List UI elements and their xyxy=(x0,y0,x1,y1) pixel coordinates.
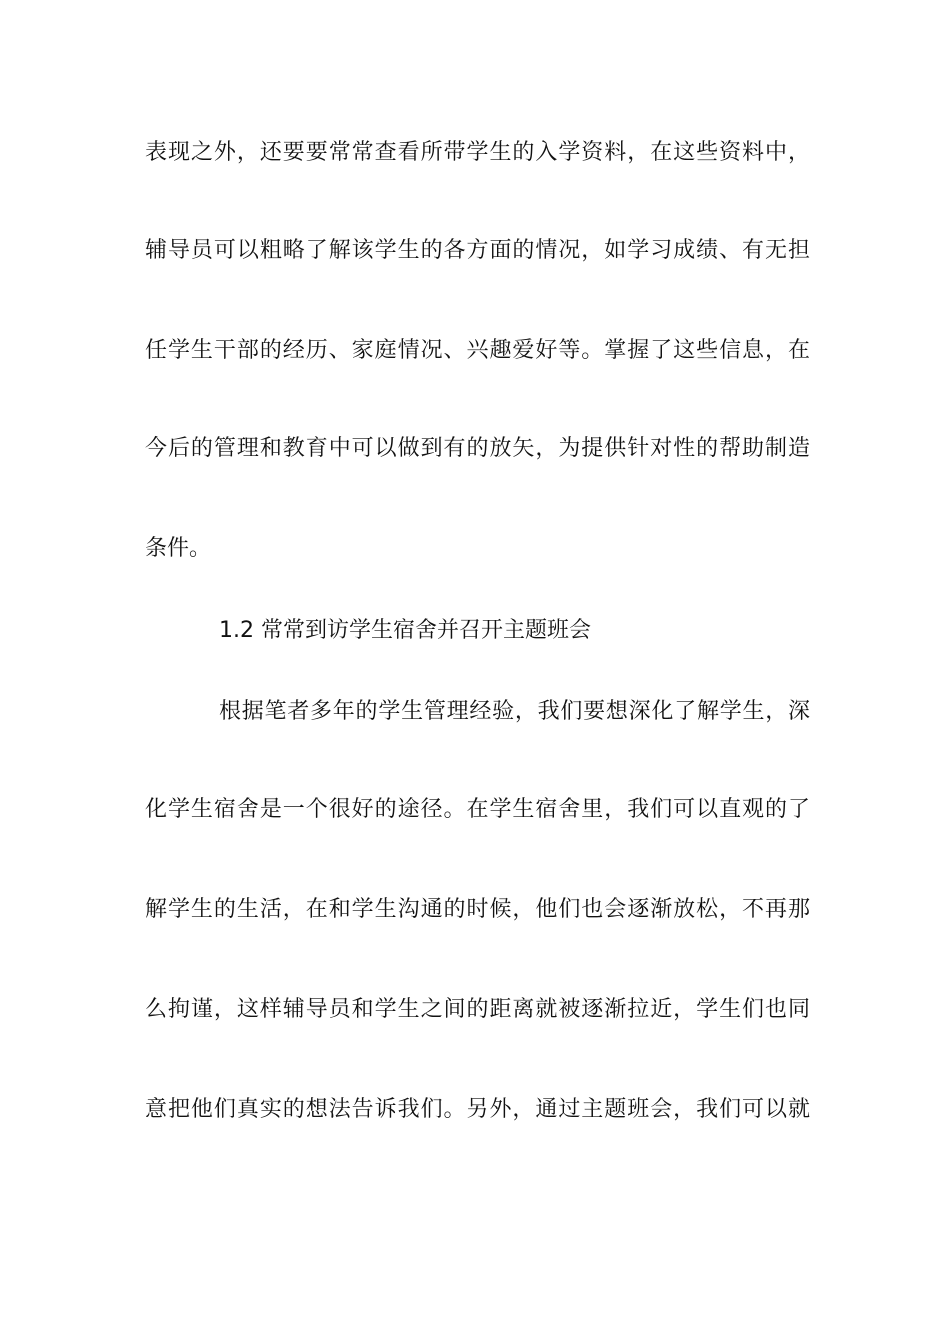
paragraph-line: 表现之外，还要要常常查看所带学生的入学资料，在这些资料中， xyxy=(145,140,810,165)
section-heading: 1.2 常常到访学生宿舍并召开主题班会 xyxy=(219,618,591,643)
paragraph-line: 意把他们真实的想法告诉我们。另外，通过主题班会，我们可以就 xyxy=(145,1097,810,1122)
paragraph-line: 今后的管理和教育中可以做到有的放矢，为提供针对性的帮助制造 xyxy=(145,436,810,461)
paragraph-line: 解学生的生活，在和学生沟通的时候，他们也会逐渐放松，不再那 xyxy=(145,897,810,922)
paragraph-line: 条件。 xyxy=(145,536,212,561)
paragraph-line: 化学生宿舍是一个很好的途径。在学生宿舍里，我们可以直观的了 xyxy=(145,797,810,822)
paragraph-line: 任学生干部的经历、家庭情况、兴趣爱好等。掌握了这些信息，在 xyxy=(145,338,810,363)
paragraph-line: 根据笔者多年的学生管理经验，我们要想深化了解学生，深 xyxy=(219,699,810,724)
paragraph-line: 么拘谨，这样辅导员和学生之间的距离就被逐渐拉近，学生们也同 xyxy=(145,997,810,1022)
paragraph-line: 辅导员可以粗略了解该学生的各方面的情况，如学习成绩、有无担 xyxy=(145,238,810,263)
